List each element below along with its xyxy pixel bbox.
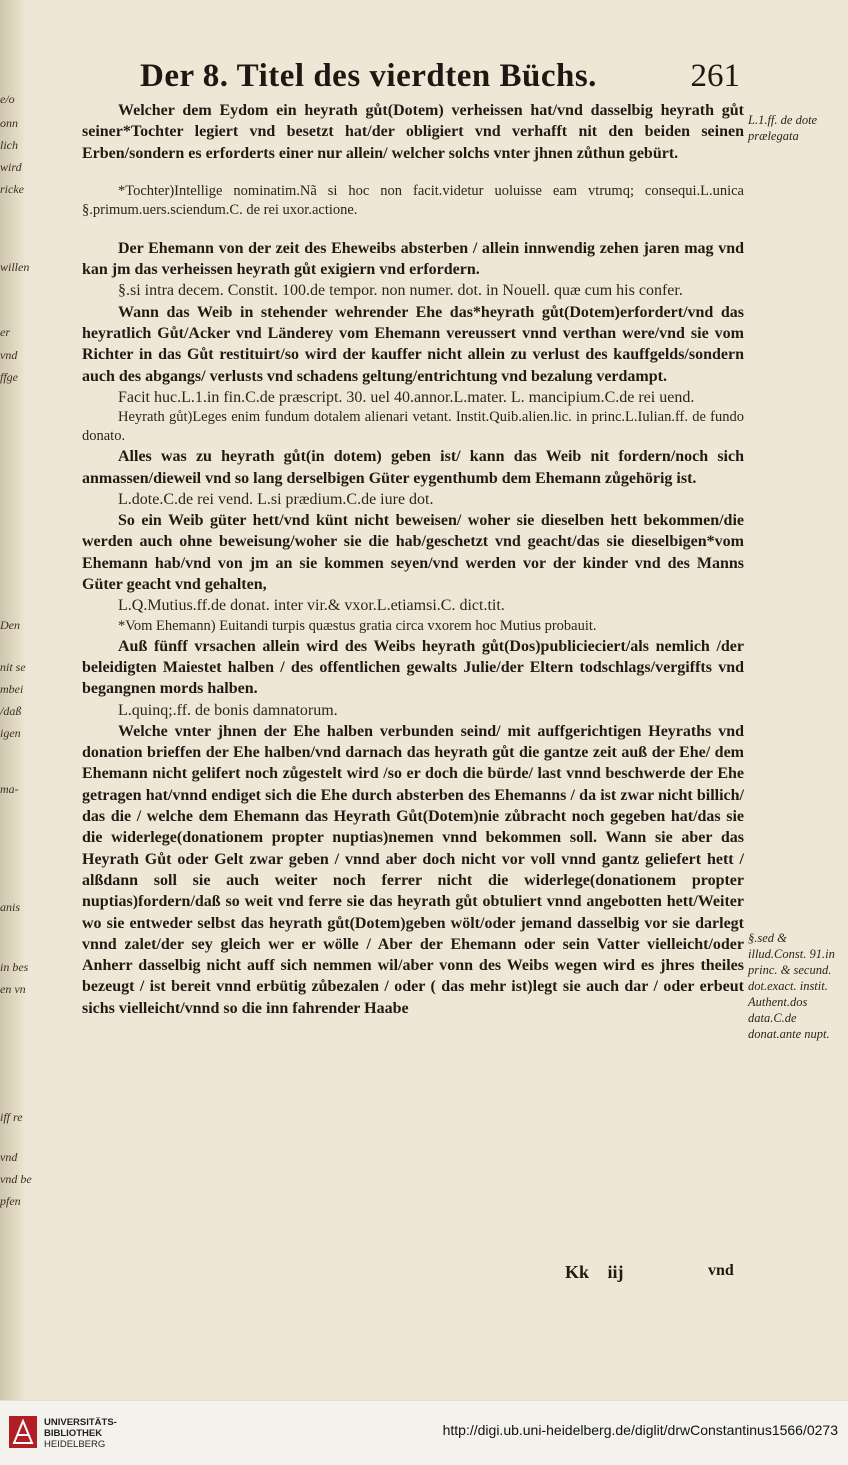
citation: Facit huc.L.1.in fin.C.de præscript. 30. uel 40.annor.L.mater. L. mancipium.C.de rei uend.	[118, 388, 695, 406]
margin-fragment: e/o	[0, 92, 15, 106]
margin-fragment: onn	[0, 116, 18, 130]
binding-edge	[0, 0, 29, 1400]
library-name-line: BIBLIOTHEK	[44, 1428, 103, 1439]
university-seal-icon	[8, 1415, 38, 1449]
signature-mark: Kk iij	[565, 1262, 624, 1282]
citation: L.Q.Mutius.ff.de donat. inter vir.& vxor.L.etiamsi.C. dict.tit.	[118, 597, 505, 615]
margin-fragment: igen	[0, 726, 21, 740]
margin-fragment: ffge	[0, 370, 18, 384]
margin-fragment: vnd	[0, 348, 18, 362]
running-header	[140, 58, 740, 98]
margin-fragment: anis	[0, 900, 21, 914]
page-number: 261	[690, 58, 740, 94]
citation: §.si intra decem. Constit. 100.de tempor. non numer. dot. in Nouell. quæ cum his confer.	[118, 282, 683, 300]
library-name-line: UNIVERSITÄTS-	[44, 1417, 117, 1428]
margin-fragment: ma-	[0, 782, 19, 796]
paragraph: Auß fünff vrsachen allein wird des Weibs heyrath gůt(Dos)publicieciert/als nemlich /der beleidigten Maiestet halben / des offentlichen gewalts Julie/der Eltern todschlags/vergiffts vnd begangnen mords halben.	[82, 637, 744, 698]
catchword: vnd	[708, 1262, 734, 1279]
margin-fragment: wird	[0, 160, 22, 174]
paragraph: Alles was zu heyrath gůt(in dotem) geben ist/ kann das Weib nit fordern/noch sich anmassen/dieweil vnd so lang derselbigen Güter eygenthumb dem Ehemann zůgehörig ist.	[82, 448, 744, 487]
viewer-footer	[0, 1400, 848, 1465]
margin-fragment: iff re	[0, 1110, 23, 1124]
permalink-url[interactable]: http://digi.ub.uni-heidelberg.de/diglit/drwConstantinus1566/0273	[442, 1422, 838, 1438]
paragraph: Welcher dem Eydom ein heyrath gůt(Dotem) verheissen hat/vnd dasselbig heyrath gůt seiner*Tochter legiert vnd besetzt hat/der obligiert vnd verhafft nit den beiden seinen Erben/sondern es erforderts einer nur allein/ welcher solchs vnter jhnen zůthun gebürt.	[82, 102, 744, 162]
margin-fragment: nit se	[0, 660, 26, 674]
margin-fragment: er	[0, 325, 10, 339]
running-title: Der 8. Titel des vierdten Büchs.	[140, 58, 597, 94]
marginal-note: §.sed & illud.Const. 91.in princ. & secund. dot.exact. instit. Authent.dos data.C.de donat.ante nupt.	[748, 931, 835, 1041]
margin-fragment: mbei	[0, 682, 24, 696]
margin-fragment: pfen	[0, 1194, 21, 1208]
margin-fragment: en vn	[0, 982, 26, 996]
margin-fragment: lich	[0, 138, 18, 152]
citation: L.quinq;.ff. de bonis damnatorum.	[118, 701, 338, 719]
library-name-line: HEIDELBERG	[44, 1439, 106, 1450]
citation: L.dote.C.de rei vend. L.si prædium.C.de iure dot.	[118, 490, 434, 508]
main-text	[82, 100, 744, 1019]
library-logo-text	[44, 1417, 117, 1450]
margin-fragment: vnd be	[0, 1172, 32, 1186]
margin-fragment: Den	[0, 618, 20, 632]
margin-fragment: willen	[0, 260, 30, 274]
marginal-note: L.1.ff. de dote prælegata	[748, 113, 818, 143]
paragraph: So ein Weib güter hett/vnd künt nicht beweisen/ woher sie dieselben hett bekommen/die werden auch ohne beweisung/woher sie die hab/geschetzt vnd geacht/das sie dieselbigen*vom Ehemann hab/vnd von jm an sie kommen seyen/vnd werden vor der kinder vnd des Manns Güter geacht vnd gehalten,	[82, 512, 744, 594]
paragraph: Wann das Weib in stehender wehrender Ehe das*heyrath gůt(Dotem)erfordert/vnd das heyratlich Gůt/Acker vnd Länderey vom Ehemann vereussert vnnd verthan were/vnd sie vom Richter in das Gůt restituirt/so wird der kauffer nicht allein zu verlust des kauffgelds/sondern auch des abgangs/ verlusts vnd schadens geltung/entrichtung vnd bezalung verdampt.	[82, 303, 744, 385]
annotation-note: Heyrath gůt)Leges enim fundum dotalem alienari vetant. Instit.Quib.alien.lic. in princ.L.Iulian.ff. de fundo donato.	[82, 409, 744, 445]
margin-fragment: in bes	[0, 960, 29, 974]
paragraph: Welche vnter jhnen der Ehe halben verbunden seind/ mit auffgerichtigen Heyraths vnd donation brieffen der Ehe halben/vnd darnach das heyrath gůt die gantze zeit auß der Ehe/ dem Ehemann nicht gelifert noch zůgestelt wird /so er doch die bürde/ last vnnd beschwerde der Ehe getragen hat/vnnd endiget sich die Ehe durch absterben des Ehemanns / da ist zwar nicht billich/ das die / welche dem Ehemann das Heyrath Gůt(Dotem)nie zůbracht noch gegeben hat/das sie die widerlege(donationem propter nuptias)nemen vnnd bekommen soll. Wann sie aber das Heyrath Gůt oder Gelt zwar geben / vnnd aber doch nicht vor voll vnnd gantz geliefert hett / alßdann soll sie auch weiter noch ferrer nicht die widerlege(donationem propter nuptias)fordern/daß so weit vnd ferre sie das heyrath gůt obtuliert vnnd angebotten hett/Weiter wo sie entweder selbst das heyrath gůt(Dotem)geben wölt/oder jemand dasselbig vor sie darlegt vnnd zalet/der sey gleich wer er wölle / Aber der Ehemann oder sein Vatter vielleicht/oder Anherr dasselbig nicht auff sich nemmen wil/aber vonn des Weibs wegen wird es jhres theiles bezeugt / ist bereit vnnd erbütig zůbezalen / oder ( das mehr ist)legt sie auch dar / oder erbeut sichs vielleicht/vnnd so die inn fahrender Haabe	[82, 722, 744, 1017]
annotation-note: *Vom Ehemann) Euitandi turpis quæstus gratia circa vxorem hoc Mutius probauit.	[118, 617, 597, 634]
margin-fragment: /daß	[0, 704, 22, 718]
annotation-note: *Tochter)Intellige nominatim.Nã si hoc non facit.videtur uoluisse eam vtrumq; consequi.L.unica §.primum.uers.sciendum.C. de rei uxor.actione.	[82, 182, 744, 218]
margin-fragment: ricke	[0, 182, 24, 196]
paragraph: Der Ehemann von der zeit des Eheweibs absterben / allein innwendig zehen jaren mag vnd kan jm das verheissen heyrath gůt exigiern vnd erfordern.	[82, 239, 744, 279]
margin-fragment: vnd	[0, 1150, 18, 1164]
